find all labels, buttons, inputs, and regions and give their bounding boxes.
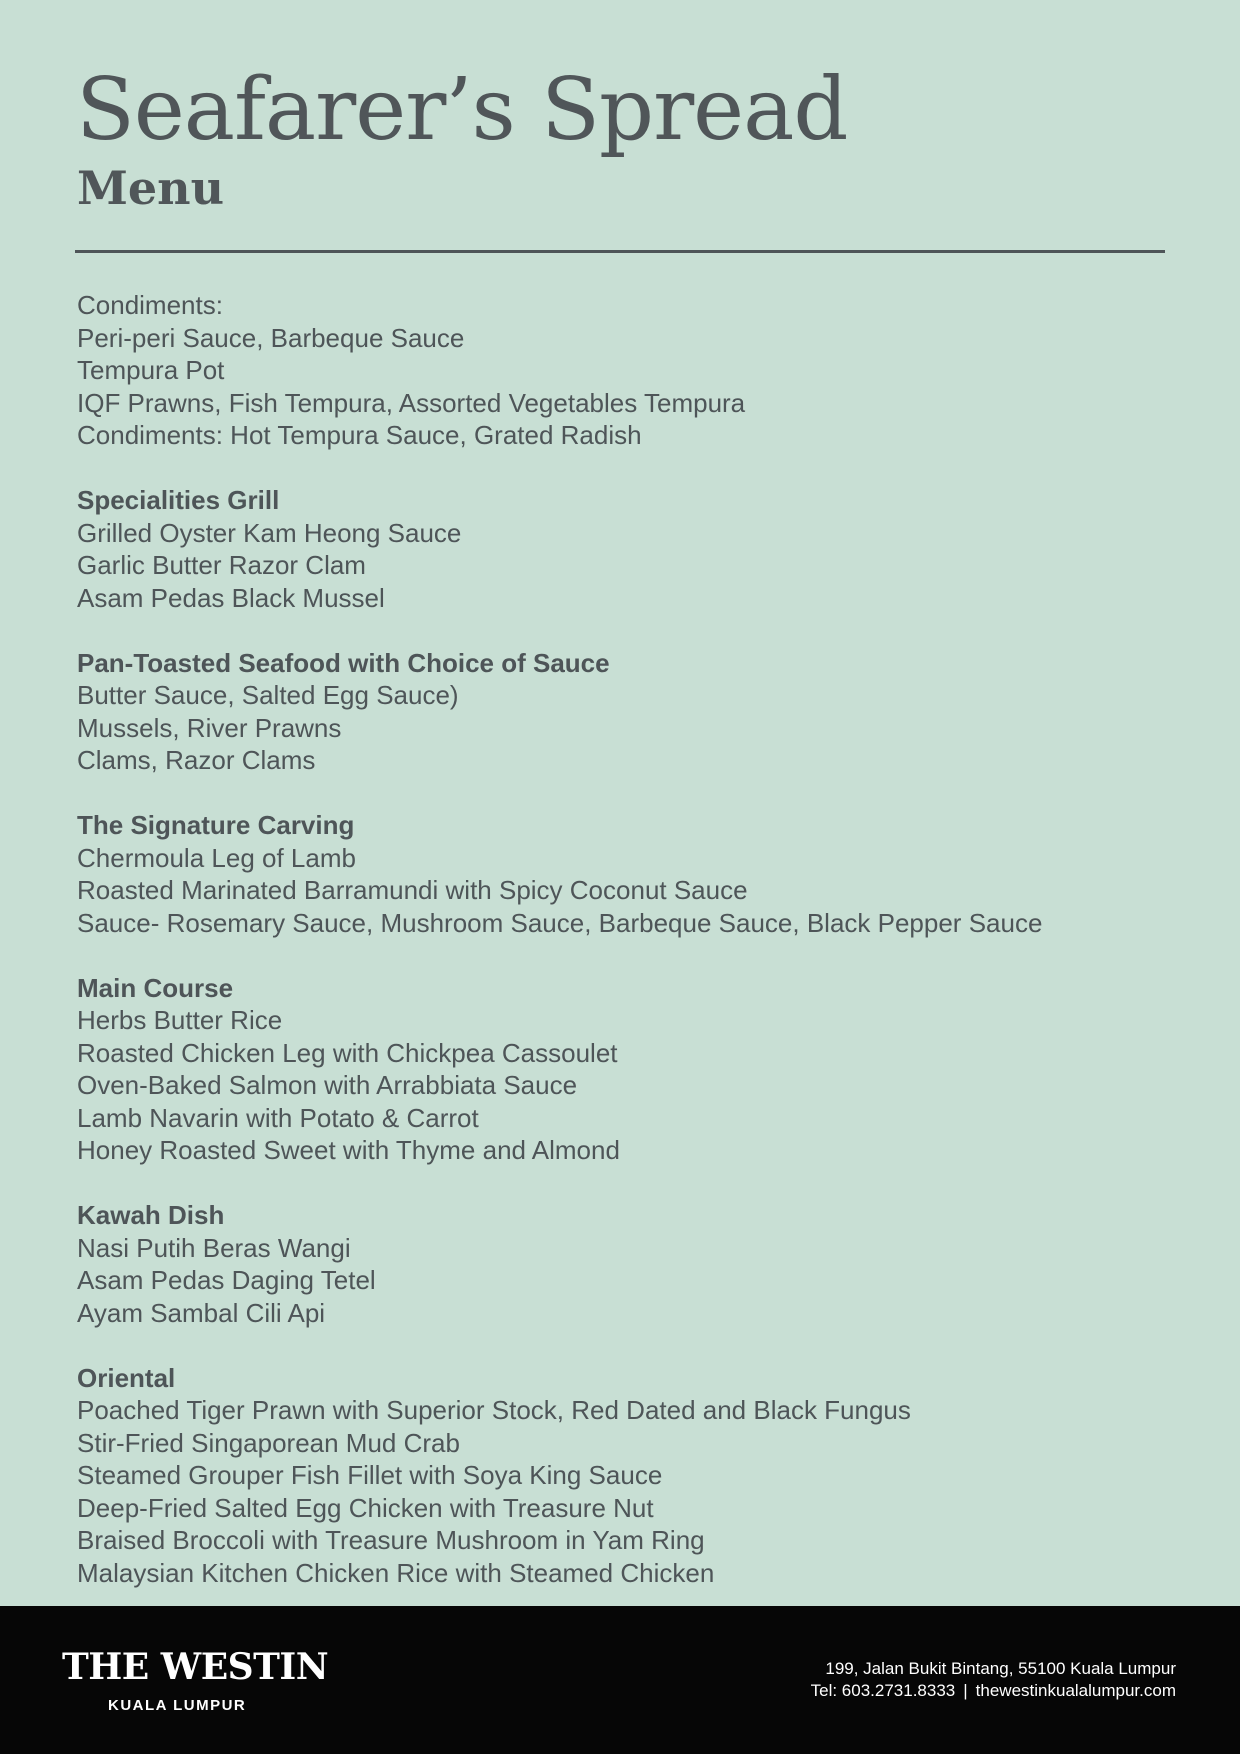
menu-item: Oven-Baked Salmon with Arrabbiata Sauce (77, 1070, 578, 1100)
menu-item: Asam Pedas Daging Tetel (77, 1265, 376, 1295)
page-title: Seafarer’s Spread (76, 60, 848, 160)
menu-item: Grilled Oyster Kam Heong Sauce (77, 517, 462, 548)
menu-item: Mussels, River Prawns (77, 712, 342, 743)
section-heading: Pan-Toasted Seafood with Choice of Sauce (77, 647, 610, 678)
page-subtitle: Menu (77, 161, 225, 215)
menu-section-kawah-dish (77, 1199, 1197, 1329)
menu-section-oriental (77, 1362, 1197, 1590)
menu-item: IQF Prawns, Fish Tempura, Assorted Vegetables Tempura (77, 387, 746, 418)
website-text: thewestinkualalumpur.com (975, 1681, 1176, 1700)
menu-item: Herbs Butter Rice (77, 1005, 283, 1035)
menu-section-specialities-grill (77, 484, 1197, 614)
menu-item: Roasted Marinated Barramundi with Spicy Coconut Sauce (77, 875, 748, 905)
menu-item: Asam Pedas Black Mussel (77, 582, 385, 613)
contact-line (811, 1680, 1176, 1702)
contact-info (811, 1658, 1176, 1702)
menu-item: Peri-peri Sauce, Barbeque Sauce (77, 322, 465, 353)
contact-separator: | (963, 1681, 968, 1700)
menu-item: Steamed Grouper Fish Fillet with Soya King Sauce (77, 1460, 663, 1490)
section-heading: The Signature Carving (77, 810, 355, 840)
menu-item: Nasi Putih Beras Wangi (77, 1232, 351, 1263)
menu-item: Chermoula Leg of Lamb (77, 842, 356, 873)
menu-item: Tempura Pot (77, 355, 225, 385)
menu-item: Lamb Navarin with Potato & Carrot (77, 1102, 479, 1133)
menu-item: Condiments: Hot Tempura Sauce, Grated Radish (77, 420, 642, 450)
menu-item: Ayam Sambal Cili Api (77, 1297, 326, 1328)
westin-logo: THE WESTIN (62, 1646, 329, 1688)
menu-list (77, 289, 1197, 1622)
menu-item: Honey Roasted Sweet with Thyme and Almond (77, 1135, 620, 1165)
menu-item: Sauce- Rosemary Sauce, Mushroom Sauce, Barbeque Sauce, Black Pepper Sauce (77, 907, 1043, 938)
address-text: 199, Jalan Bukit Bintang, 55100 Kuala Lumpur (825, 1659, 1176, 1678)
menu-item: Clams, Razor Clams (77, 745, 316, 775)
section-heading: Main Course (77, 972, 234, 1003)
phone-text: Tel: 603.2731.8333 (810, 1681, 956, 1700)
header-divider (75, 250, 1165, 253)
menu-item: Stir-Fried Singaporean Mud Crab (77, 1427, 460, 1458)
section-heading: Oriental (77, 1362, 176, 1393)
westin-logo-city: KUALA LUMPUR (108, 1697, 247, 1714)
menu-item: Deep-Fried Salted Egg Chicken with Treasure Nut (77, 1492, 654, 1523)
menu-section-main-course (77, 972, 1197, 1167)
menu-item: Malaysian Kitchen Chicken Rice with Steamed Chicken (77, 1557, 715, 1588)
section-heading: Specialities Grill (77, 485, 280, 515)
footer-bar (0, 1606, 1240, 1754)
menu-item: Condiments: (77, 290, 223, 320)
menu-item: Braised Broccoli with Treasure Mushroom in Yam Ring (77, 1525, 705, 1555)
menu-item: Roasted Chicken Leg with Chickpea Cassoulet (77, 1037, 618, 1068)
section-heading: Kawah Dish (77, 1200, 225, 1230)
menu-item: Garlic Butter Razor Clam (77, 550, 366, 580)
menu-section-condiments-tempura (77, 289, 1197, 452)
menu-section-signature-carving (77, 809, 1197, 939)
menu-item: Poached Tiger Prawn with Superior Stock, Red Dated and Black Fungus (77, 1395, 911, 1425)
menu-item: Butter Sauce, Salted Egg Sauce) (77, 680, 459, 710)
menu-section-pan-toasted-seafood (77, 647, 1197, 777)
